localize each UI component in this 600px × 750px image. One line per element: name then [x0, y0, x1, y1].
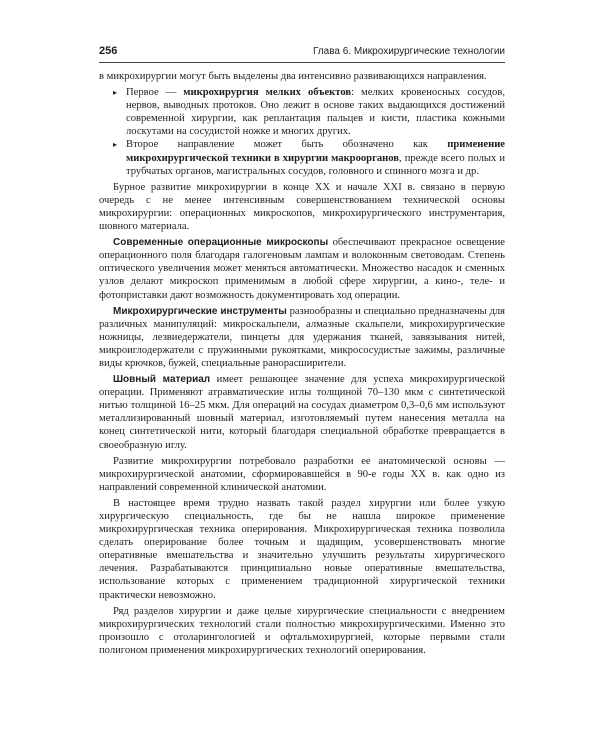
paragraph-text: Развитие микрохирургии потребовало разработки ее анатомической основы — микрохирургической анатомии, сформировавшейся в 90-е годы XX в. как одно из направлений современной клинической анатомии.	[99, 455, 505, 493]
bullet-text: : мелких кровеносных сосудов, нервов, выводных протоков. Оно лежит в основе таких выдающихся достижений современной хирургии, как реплантация пальцев и кисти, пластика кожными лоскутами на сосудистой ножке и многих других.	[126, 87, 505, 138]
bullet-lead: Второе направление может быть обозначено как	[126, 139, 448, 151]
paragraph-bold-term: Микрохирургические инструменты	[113, 305, 287, 317]
bullet-item-1	[112, 86, 505, 138]
paragraph-text: разнообразны и специально предназначены для различных манипуляций: микроскальпели, алмазные скальпели, микрохирургические ножницы, лезвиедержатели, пинцеты для удержания тканей, завязывания нитей, микроиглодержатели с пружинными рукоятками, микрососудистые зажимы, различные виды крючков, бужей, специальные ранорасширители.	[99, 305, 505, 369]
paragraph-text: Бурное развитие микрохирургии в конце XX и начале XXI в. связано в первую очередь с не менее интенсивным совершенствованием технической основы микрохирургии: операционных микроскопов, микрохирургического инструментария, шовного материала.	[99, 181, 505, 233]
paragraph-text: Ряд разделов хирургии и даже целые хирургические специальности с внедрением микрохирургических технологий стали полностью микрохирургическими. Именно это произошло с отоларингологией и офтальмохирургией, которые первыми стали полигоном применения микрохирургических технологий оперирования.	[99, 605, 505, 656]
paragraph-text: обеспечивают прекрасное освещение операционного поля благодаря галогеновым лампам и волоконным световодам. Степень оптического увеличения может меняться автоматически. Множество насадок и сменных узлов делают микроскоп применимым в любой сфере хирургии, а кино-, теле- и фотоприставки дают возможность документировать ход операции.	[99, 237, 505, 301]
bullet-arrow-icon: ▸	[113, 140, 118, 150]
intro-paragraph: в микрохирургии могут быть выделены два интенсивно развивающихся направления.	[99, 71, 487, 82]
chapter-title: Глава 6. Микрохирургические технологии	[312, 46, 505, 57]
bullet-lead: Первое —	[126, 87, 184, 99]
paragraph	[99, 373, 505, 452]
paragraph-text: имеет решающее значение для успеха микрохирургической операции. Применяют атравматические иглы толщиной 70–130 мкм с синтетической нитью толщиной 16–25 мкм. Для операций на сосудах диаметром 0,3–0,6 мм используют металлизированный шовный материал, изготовляемый путем нанесения металла на конец синтетической нити, который благодаря специальной обработке превращается в своеобразную иглу.	[99, 374, 505, 451]
paragraph	[99, 305, 505, 370]
page-number: 256	[99, 45, 118, 57]
paragraph	[99, 181, 505, 233]
paragraph	[99, 455, 505, 494]
running-header	[99, 44, 505, 63]
paragraph-bold-term: Современные операционные микроскопы	[113, 237, 329, 249]
bullet-text: , прежде всего полых и трубчатых органов, магистральных сосудов, головного и спинного мозга и др.	[126, 152, 505, 177]
paragraph-bold-term: Шовный материал	[113, 374, 211, 386]
paragraph	[99, 236, 505, 301]
bullet-arrow-icon: ▸	[113, 88, 118, 98]
bullet-bold-term: применение микрохирургической техники в хирургии макроорганов	[126, 139, 505, 164]
bullet-bold-term: микрохирургия мелких объектов	[183, 87, 352, 99]
paragraph	[99, 605, 505, 657]
page-body	[99, 70, 505, 660]
paragraph	[99, 497, 505, 602]
paragraph-text: В настоящее время трудно назвать такой раздел хирургии или более узкую хирургическую специальность, где бы не нашла широкое применение микрохирургическая техника оперирования. Микрохирургическая техника позволила сделать оперирование более точным и щадящим, усовершенствовать многие оперативные вмешательства и значительно улучшить результаты хирургического лечения. Разрабатываются принципиально новые оперативные вмешательства, использование которых с применением традиционной хирургической техники практически невозможно.	[99, 497, 505, 601]
bullet-item-2	[112, 138, 505, 177]
